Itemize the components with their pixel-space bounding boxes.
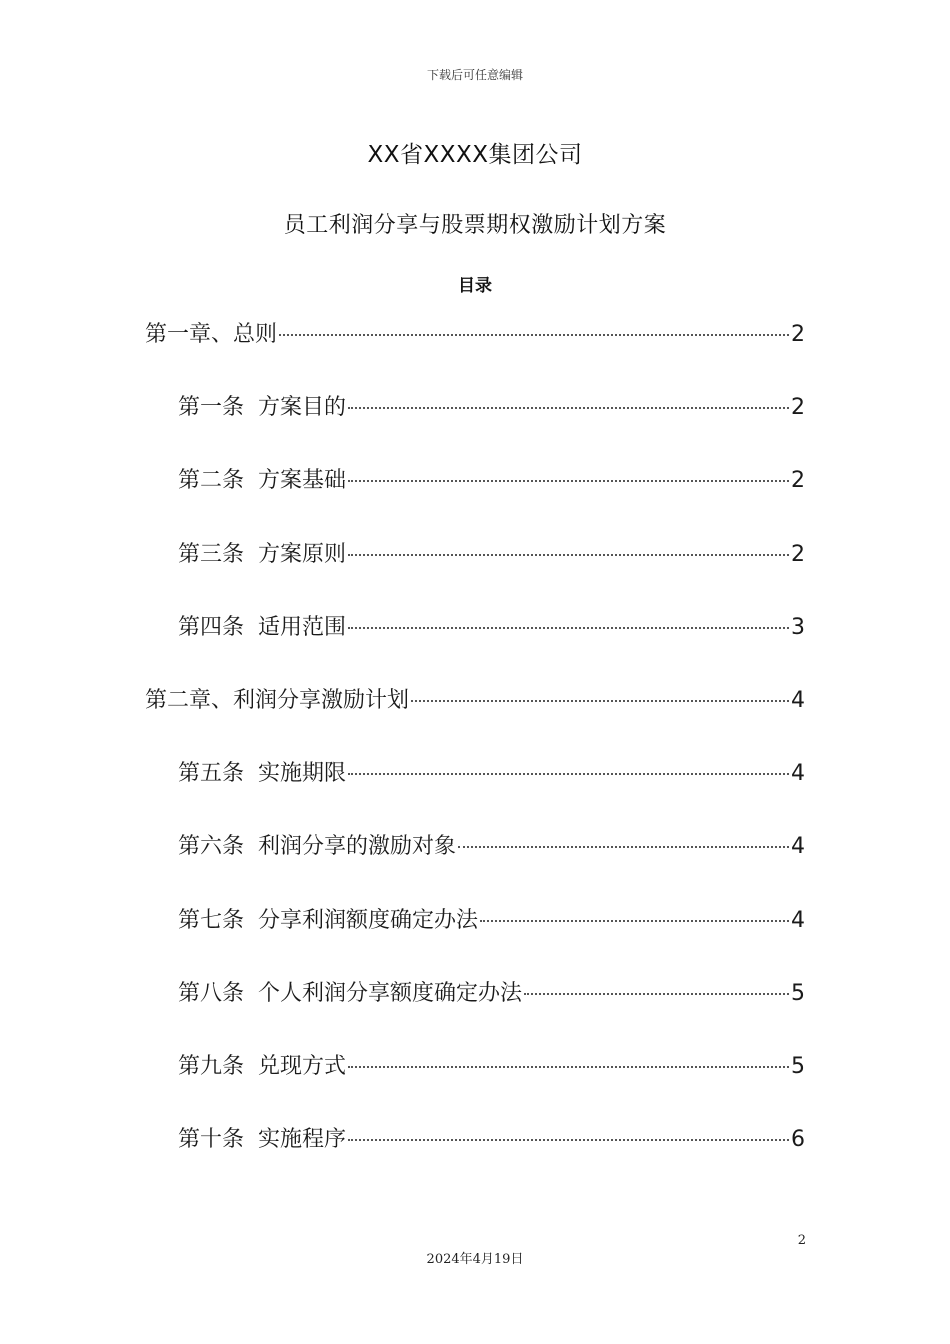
toc-article-entry[interactable] [178,613,805,643]
toc-page-number: 2 [791,468,805,493]
toc-page-number: 2 [791,395,805,420]
page-number: 2 [797,1233,806,1248]
toc-entry-title: 第一章、总则 [145,322,278,347]
toc-article-entry[interactable] [178,832,805,862]
toc-entry-title: 第二章、利润分享激励计划 [145,688,410,713]
toc-page-number: 4 [791,761,805,786]
toc-article-entry[interactable] [178,1125,805,1155]
toc-entry-number: 第八条 [178,981,258,1006]
toc-entry-number: 第一条 [178,395,258,420]
toc-entry-title: 方案基础 [258,468,347,493]
toc-entry-title: 适用范围 [258,615,347,640]
toc-dot-leader [411,700,789,702]
toc-dot-leader [458,846,789,848]
toc-entry-title: 实施程序 [258,1127,347,1152]
toc-article-entry[interactable] [178,1052,805,1082]
toc-entry-number: 第五条 [178,761,258,786]
toc-article-entry[interactable] [178,393,805,423]
toc-page-number: 2 [791,322,805,347]
toc-dot-leader [524,993,789,995]
header-note: 下载后可任意编辑 [426,68,523,82]
toc-entry-number: 第九条 [178,1054,258,1079]
toc-entry-title: 分享利润额度确定办法 [258,908,479,933]
toc-page-number: 4 [791,688,805,713]
toc-entry-number: 第二条 [178,468,258,493]
toc-article-entry[interactable] [178,759,805,789]
toc-entry-title: 方案原则 [258,542,347,567]
toc-heading: 目录 [458,276,492,296]
toc-page-number: 2 [791,542,805,567]
toc-entry-number: 第三条 [178,542,258,567]
toc-dot-leader [480,920,789,922]
toc-page-number: 5 [791,981,805,1006]
toc-dot-leader [348,1139,789,1141]
toc-article-entry[interactable] [178,466,805,496]
toc-entry-number: 第四条 [178,615,258,640]
footer-date: 2024年4月19日 [426,1252,524,1267]
toc-dot-leader [348,1066,789,1068]
toc-dot-leader [348,554,789,556]
toc-entry-title: 方案目的 [258,395,347,420]
toc-page-number: 4 [791,908,805,933]
toc-page-number: 4 [791,834,805,859]
toc-dot-leader [348,407,789,409]
toc-entry-title: 个人利润分享额度确定办法 [258,981,523,1006]
toc-chapter-entry[interactable] [145,686,805,716]
toc-article-entry[interactable] [178,906,805,936]
toc-dot-leader [348,773,789,775]
toc-dot-leader [279,334,789,336]
toc-article-entry[interactable] [178,979,805,1009]
toc-dot-leader [348,627,789,629]
toc-chapter-entry[interactable] [145,320,805,350]
toc-entry-title: 实施期限 [258,761,347,786]
toc-entry-title: 兑现方式 [258,1054,347,1079]
toc-page-number: 6 [791,1127,805,1152]
toc-entry-number: 第六条 [178,834,258,859]
toc-entry-title: 利润分享的激励对象 [258,834,457,859]
toc-article-entry[interactable] [178,540,805,570]
toc-dot-leader [348,480,789,482]
toc-entry-number: 第十条 [178,1127,258,1152]
toc-page-number: 5 [791,1054,805,1079]
toc-entry-number: 第七条 [178,908,258,933]
company-title: XX省XXXX集团公司 [367,142,583,168]
document-title: 员工利润分享与股票期权激励计划方案 [283,213,667,238]
toc-page-number: 3 [791,615,805,640]
